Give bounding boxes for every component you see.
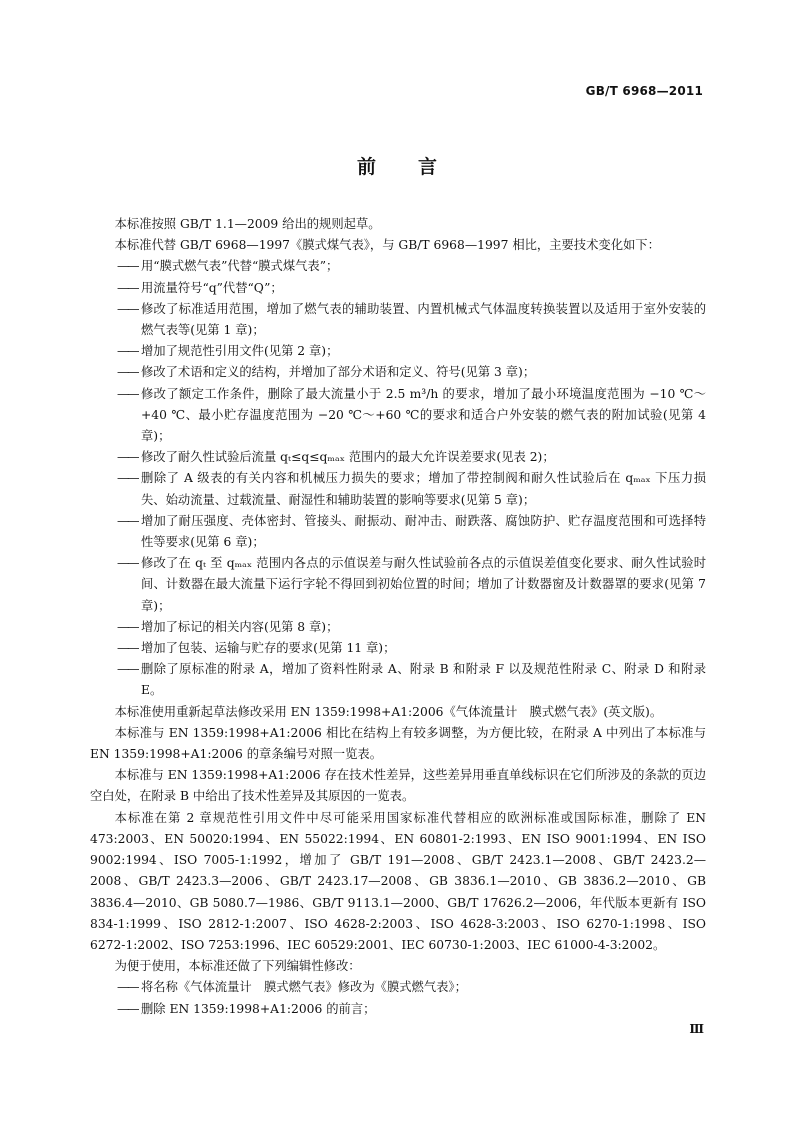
paragraph: 本标准按照 GB/T 1.1—2009 给出的规则起草。 [114,217,381,231]
change-text: 删除了原标准的附录 A，增加了资料性附录 A、附录 B 和附录 F 以及规范性附录 C、附录 D 和附录 E。 [141,662,706,698]
change-item [90,256,706,277]
dash-marker: —— [117,980,138,995]
edit-text: 删除 EN 1359:1998+A1:2006 的前言； [141,1001,376,1016]
change-text: 删除了 A 级表的有关内容和机械压力损失的要求；增加了带控制阀和耐久性试验后在 qₘₐₓ 下压力损失、始动流量、过载流量、耐湿性和辅助装置的影响等要求(见第 5 章)； [141,471,706,507]
title-char-2: 言 [418,156,438,178]
change-item [90,278,706,299]
change-text: 增加了耐压强度、壳体密封、管接头、耐振动、耐冲击、耐跌落、腐蚀防护、贮存温度范围和可选择特性等要求(见第 6 章)； [141,513,706,550]
change-item [90,553,706,617]
change-text: 增加了规范性引用文件(见第 2 章)； [141,344,339,359]
dash-marker: —— [117,450,138,465]
paragraph: 为便于使用，本标准还做了下列编辑性修改： [114,959,361,974]
change-text: 修改了标准适用范围，增加了燃气表的辅助装置、内置机械式气体温度转换装置以及适用于室外安装的燃气表等(见第 1 章)； [141,301,706,338]
dash-marker: —— [117,619,138,634]
dash-marker: —— [117,280,138,295]
dash-marker: —— [117,471,138,486]
dash-marker: —— [117,641,138,656]
change-item [90,447,706,468]
dash-marker: —— [117,386,138,401]
change-item [90,341,706,362]
change-text: 增加了标记的相关内容(见第 8 章)； [141,619,339,634]
change-text: 修改了术语和定义的结构，并增加了部分术语和定义、符号(见第 3 章)； [141,365,536,380]
dash-marker: —— [117,1001,138,1016]
dash-marker: —— [117,344,138,359]
change-text: 修改了额定工作条件，删除了最大流量小于 2.5 m³/h 的要求，增加了最小环境温度范围为 −10 ℃～+40 ℃、最小贮存温度范围为 −20 ℃～+60 ℃的要求和适合户外安装的燃气表的附加试验(见第 4 章)； [141,386,706,444]
paragraph: 本标准与 EN 1359:1998+A1:2006 相比在结构上有较多调整，为方便比较，在附录 A 中列出了本标准与 EN 1359:1998+A1:2006 的章条编号对照一览表。 [90,725,706,762]
change-text: 用“膜式燃气表”代替“膜式煤气表”； [141,259,339,274]
dash-marker: —— [117,365,138,380]
edit-item [90,977,706,998]
change-item [90,299,706,341]
paragraph: 本标准代替 GB/T 6968—1997《膜式煤气表》，与 GB/T 6968—1997 相比，主要技术变化如下： [114,238,660,253]
change-text: 修改了耐久性试验后流量 qₜ≤q≤qₘₐₓ 范围内的最大允许误差要求(见表 2)； [141,450,555,465]
edit-text: 将名称《气体流量计 膜式燃气表》修改为《膜式燃气表》； [141,980,467,995]
change-text: 用流量符号“q”代替“Q”； [141,280,283,295]
foreword-body [90,214,706,1020]
title-char-1: 前 [356,156,376,178]
change-item [90,468,706,510]
change-text: 增加了包装、运输与贮存的要求(见第 11 章)； [141,641,396,656]
change-item [90,362,706,383]
paragraph: 本标准与 EN 1359:1998+A1:2006 存在技术性差异，这些差异用垂直单线标识在它们所涉及的条款的页边空白处，在附录 B 中给出了技术性差异及其原因的一览表。 [90,768,706,804]
change-text: 修改了在 qₜ 至 qₘₐₓ 范围内各点的示值误差与耐久性试验前各点的示值误差值变化要求、耐久性试验时间、计数器在最大流量下运行字轮不得回到初始位置的时间；增加了计数器窗及计数器罩的要求(见第 7 章)； [141,556,706,613]
edit-item [90,999,706,1020]
page-number: Ⅲ [689,1022,704,1036]
page-title [0,152,794,179]
change-item [90,659,706,701]
paragraph: 本标准在第 2 章规范性引用文件中尽可能采用国家标准代替相应的欧洲标准或国际标准，删除了 EN 473:2003、EN 50020:1994、EN 55022:1994、EN 60801-2:1993、EN ISO 9001:1994、EN ISO 9002:1994、ISO 7005-1:1992，增加了 GB/T 191—2008、GB/T 2423.1—2008、GB/T 2423.2—2008、GB/T 2423.3—2006、GB/T 2423.17—2008、GB 3836.1—2010、GB 3836.2—2010、GB 3836.4—2010、GB 5080.7—1986、GB/T 9113.1—2000、GB/T 17626.2—2006，年代版本更新有 ISO 834-1:1999、ISO 2812-1:2007、ISO 4628-2:2003、ISO 4628-3:2003、ISO 6270-1:1998、ISO 6272-1:2002、ISO 7253:1996、IEC 60529:2001、IEC 60730-1:2003、IEC 61000-4-3:2002。 [90,810,706,952]
dash-marker: —— [117,662,138,677]
paragraph: 本标准使用重新起草法修改采用 EN 1359:1998+A1:2006《气体流量计 膜式燃气表》(英文版)。 [114,704,663,719]
change-item [90,638,706,659]
change-item [90,617,706,638]
dash-marker: —— [117,301,138,316]
dash-marker: —— [117,556,138,571]
standard-code: GB/T 6968—2011 [585,84,703,98]
dash-marker: —— [117,259,138,274]
change-item [90,384,706,448]
change-item [90,511,706,553]
dash-marker: —— [117,513,138,528]
